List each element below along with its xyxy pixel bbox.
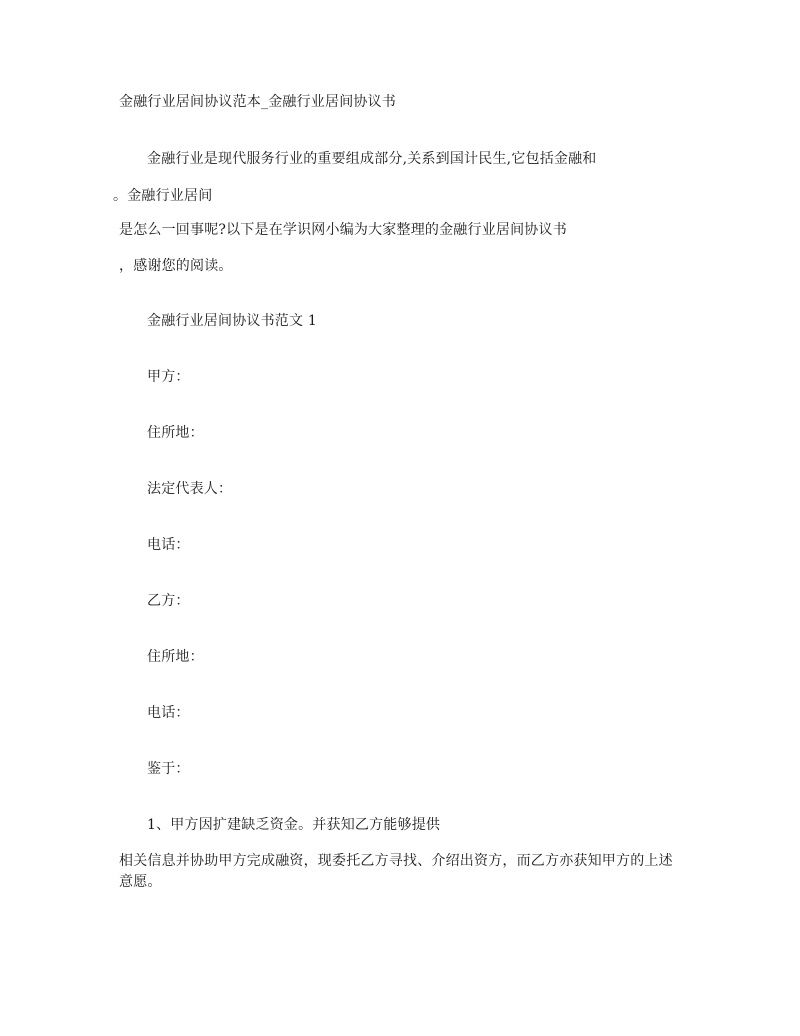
intro-line-1: 金融行业是现代服务行业的重要组成部分,关系到国计民生,它包括金融和 [147, 151, 597, 167]
field-address-b: 住所地： [147, 649, 204, 665]
field-phone-b: 电话： [147, 705, 190, 721]
intro-line-4: ，感谢您的阅读。 [119, 258, 233, 274]
clause-1-line-2: 相关信息并协助甲方完成融资，现委托乙方寻找、介绍出资方，而乙方亦获知甲方的上述 [119, 853, 673, 869]
clause-1-line-1: 1、甲方因扩建缺乏资金。并获知乙方能够提供 [147, 817, 441, 833]
intro-line-2: 。金融行业居间 [113, 188, 213, 204]
clause-1-line-3: 意愿。 [119, 874, 162, 890]
field-address-a: 住所地： [147, 425, 204, 441]
whereas-label: 鉴于： [147, 761, 190, 777]
intro-line-3: 是怎么一回事呢?以下是在学识网小编为大家整理的金融行业居间协议书 [119, 222, 567, 238]
sample-heading: 金融行业居间协议书范文 1 [147, 313, 317, 329]
field-legal-representative: 法定代表人： [147, 481, 233, 497]
field-party-b: 乙方： [147, 593, 190, 609]
document-title: 金融行业居间协议范本_金融行业居间协议书 [119, 94, 396, 110]
field-party-a: 甲方： [147, 369, 190, 385]
field-phone-a: 电话： [147, 537, 190, 553]
